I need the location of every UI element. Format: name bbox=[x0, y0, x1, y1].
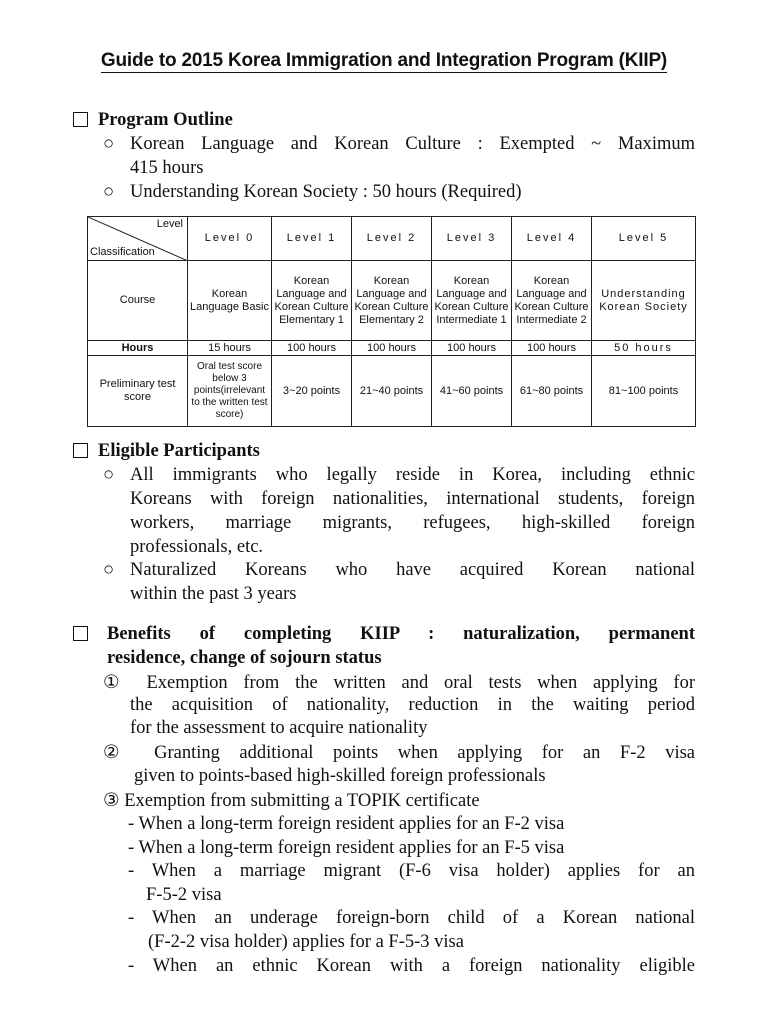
benefit-3-dash-4-line-1: - When an underage foreign-born child of a Korean national bbox=[128, 908, 695, 928]
table-cell: 100 hours bbox=[352, 341, 432, 356]
table-cell: 3~20 points bbox=[272, 356, 352, 427]
level-header: Level 1 bbox=[272, 217, 352, 261]
level-header: Level 5 bbox=[592, 217, 696, 261]
kiip-level-table bbox=[87, 216, 696, 427]
table-cell: 41~60 points bbox=[432, 356, 512, 427]
eligible-b1-line-4: professionals, etc. bbox=[130, 537, 264, 557]
checkbox-square-icon bbox=[73, 112, 88, 127]
checkbox-square-icon bbox=[73, 443, 88, 458]
row-label: Course bbox=[88, 261, 188, 341]
benefit-1-line-3: for the assessment to acquire nationality bbox=[130, 718, 428, 738]
benefit-3-dash-4-line-2: (F-2-2 visa holder) applies for a F-5-3 visa bbox=[148, 932, 464, 952]
benefit-3-dash-3-line-1: - When a marriage migrant (F-6 visa holder) applies for an bbox=[128, 861, 695, 881]
table-cell: 50 hours bbox=[592, 341, 696, 356]
table-cell: Korean Language and Korean Culture Elementary 1 bbox=[272, 261, 352, 341]
eligible-b2-line-1: Naturalized Koreans who have acquired Korean national bbox=[130, 560, 695, 580]
page-title: Guide to 2015 Korea Immigration and Integration Program (KIIP) bbox=[100, 50, 668, 71]
table-cell: Korean Language Basic bbox=[188, 261, 272, 341]
benefit-2-line-2: given to points-based high-skilled foreign professionals bbox=[134, 766, 546, 786]
benefit-3: ③ Exemption from submitting a TOPIK certificate bbox=[103, 791, 480, 811]
table-row bbox=[88, 341, 696, 356]
eligible-b1-line-2: Koreans with foreign nationalities, international students, foreign bbox=[130, 489, 695, 509]
benefit-2-line-1: ② Granting additional points when applying for an F-2 visa bbox=[103, 743, 695, 763]
benefit-3-dash-3-line-2: F-5-2 visa bbox=[146, 885, 222, 905]
benefit-1-line-2: the acquisition of nationality, reduction in the waiting period bbox=[130, 695, 695, 715]
table-cell: Oral test score below 3 points(irrelevant to the written test score) bbox=[188, 356, 272, 427]
corner-label-level: Level bbox=[156, 218, 183, 230]
table-cell: 100 hours bbox=[512, 341, 592, 356]
section-heading-eligible: Eligible Participants bbox=[73, 441, 260, 462]
section-heading-program-outline: Program Outline bbox=[73, 110, 233, 131]
table-cell: 100 hours bbox=[272, 341, 352, 356]
table-cell: Understanding Korean Society bbox=[592, 261, 696, 341]
benefit-1-line-1: ① Exemption from the written and oral tests when applying for bbox=[103, 673, 695, 693]
level-header: Level 2 bbox=[352, 217, 432, 261]
section-heading-benefits-line-1: Benefits of completing KIIP : naturalization, permanent bbox=[107, 624, 695, 644]
eligible-b1-line-3: workers, marriage migrants, refugees, high-skilled foreign bbox=[130, 513, 695, 533]
table-cell: 100 hours bbox=[432, 341, 512, 356]
level-header: Level 0 bbox=[188, 217, 272, 261]
benefit-3-dash-1: - When a long-term foreign resident applies for an F-2 visa bbox=[128, 814, 565, 834]
table-cell: Korean Language and Korean Culture Intermediate 1 bbox=[432, 261, 512, 341]
eligible-b2-line-2: within the past 3 years bbox=[130, 584, 297, 604]
table-cell: 21~40 points bbox=[352, 356, 432, 427]
table-row bbox=[88, 356, 696, 427]
table-cell: 61~80 points bbox=[512, 356, 592, 427]
outline-bullet-2: Understanding Korean Society : 50 hours (Required) bbox=[130, 182, 522, 202]
level-header: Level 4 bbox=[512, 217, 592, 261]
table-cell: Korean Language and Korean Culture Intermediate 2 bbox=[512, 261, 592, 341]
table-cell: 15 hours bbox=[188, 341, 272, 356]
bullet-circle-icon: ○ bbox=[103, 465, 115, 485]
table-row bbox=[88, 261, 696, 341]
section-heading-benefits-line-2: residence, change of sojourn status bbox=[107, 648, 382, 668]
table-cell: Korean Language and Korean Culture Elementary 2 bbox=[352, 261, 432, 341]
row-label: Preliminary test score bbox=[88, 356, 188, 427]
checkbox-square-icon bbox=[73, 626, 88, 641]
level-header: Level 3 bbox=[432, 217, 512, 261]
eligible-b1-line-1: All immigrants who legally reside in Korea, including ethnic bbox=[130, 465, 695, 485]
outline-bullet-1-line-1: Korean Language and Korean Culture : Exempted ~ Maximum bbox=[130, 134, 695, 154]
table-corner-cell bbox=[88, 217, 188, 261]
corner-label-classification: Classification bbox=[90, 246, 155, 258]
checkbox-square-icon-wrap bbox=[73, 624, 98, 645]
bullet-circle-icon: ○ bbox=[103, 182, 115, 202]
benefit-3-dash-2: - When a long-term foreign resident applies for an F-5 visa bbox=[128, 838, 565, 858]
outline-bullet-1-line-2: 415 hours bbox=[130, 158, 204, 178]
benefit-3-dash-5-line-1: - When an ethnic Korean with a foreign nationality eligible bbox=[128, 956, 695, 976]
bullet-circle-icon: ○ bbox=[103, 560, 115, 580]
row-label: Hours bbox=[88, 341, 188, 356]
table-cell: 81~100 points bbox=[592, 356, 696, 427]
bullet-circle-icon: ○ bbox=[103, 134, 115, 154]
